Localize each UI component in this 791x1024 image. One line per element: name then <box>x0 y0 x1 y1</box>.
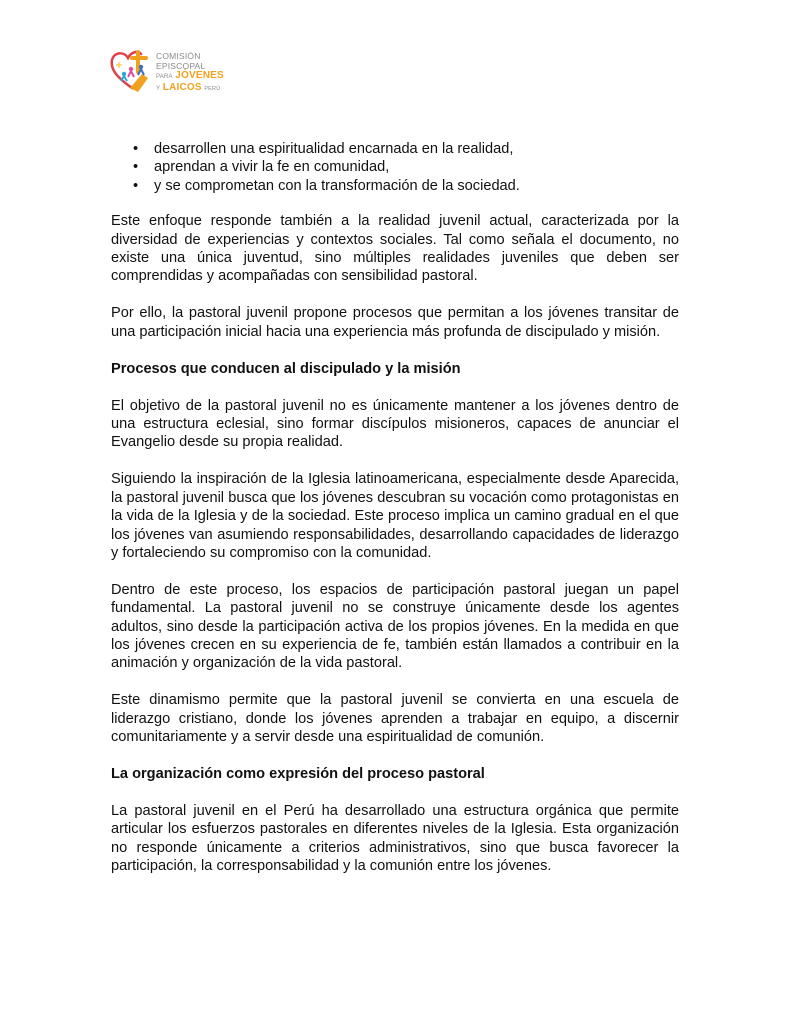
paragraph-aparecida: Siguiendo la inspiración de la Iglesia latinoamericana, especialmente desde Aparecida, la pastoral juvenil busca que los jóvenes descubran su vocación como protagonistas en la vida de la Iglesia y de la sociedad. Este proceso implica un camino gradual en el que los jóvenes van asumiendo responsabilidades, desarrollando capacidades de liderazgo y fortaleciendo su compromiso con la comunidad. <box>111 471 679 561</box>
logo-laicos: LAICOS <box>162 81 202 93</box>
logo-line-1: COMISIÓN <box>156 51 201 61</box>
paragraph-procesos: Por ello, la pastoral juvenil propone procesos que permitan a los jóvenes transitar de una participación inicial hacia una experiencia más profunda de discipulado y misión. <box>111 305 679 340</box>
logo-text <box>156 52 224 94</box>
logo <box>108 48 238 94</box>
paragraph-objetivo: El objetivo de la pastoral juvenil no es únicamente mantener a los jóvenes dentro de una estructura eclesial, sino formar discípulos misioneros, capaces de anunciar el Evangelio desde su propia realidad. <box>111 397 679 451</box>
paragraph-participacion: Dentro de este proceso, los espacios de participación pastoral juegan un papel fundamental. La pastoral juvenil no se construye únicamente desde los agentes adultos, sino desde la participación activa de los propios jóvenes. En la medida en que los jóvenes crecen en su experiencia de fe, también están llamados a contribuir en la animación y organización de la vida pastoral. <box>111 581 679 672</box>
list-item-text: desarrollen una espiritualidad encarnada en la realidad, <box>154 141 514 157</box>
logo-peru: PERÚ <box>204 85 221 92</box>
paragraph-realidad-juvenil: Este enfoque responde también a la realidad juvenil actual, caracterizada por la diversidad de experiencias y contextos sociales. Tal como señala el documento, no existe una única juventud, sino múltiples realidades juveniles que deben ser comprendidas y acompañadas con sensibilidad pastoral. <box>111 213 679 285</box>
logo-para: PARA <box>156 74 173 80</box>
bullet-list <box>111 140 679 195</box>
list-item-text: y se comprometan con la transformación de la sociedad. <box>154 177 520 194</box>
paragraph-liderazgo: Este dinamismo permite que la pastoral juvenil se convierta en una escuela de liderazgo cristiano, donde los jóvenes aprenden a trabajar en equipo, a discernir comunitariamente y a servir desde una espiritualidad de comunión. <box>111 692 679 746</box>
logo-line-4 <box>156 83 224 95</box>
section-heading-organizacion: La organización como expresión del proceso pastoral <box>111 766 485 783</box>
logo-line-2: EPISCOPAL <box>156 60 206 71</box>
list-item-text: aprendan a vivir la fe en comunidad, <box>154 159 390 176</box>
bullet-icon: • <box>133 141 139 157</box>
paragraph-estructura: La pastoral juvenil en el Perú ha desarrollado una estructura orgánica que permite articular los esfuerzos pastorales en diferentes niveles de la Iglesia. Esta organización no responde únicamente a criterios administrativos, sino que busca favorecer la participación, la corresponsabilidad y la comunión entre los jóvenes. <box>111 802 679 875</box>
list-item <box>111 158 679 176</box>
logo-jovenes: JÓVENES <box>175 70 224 81</box>
bullet-icon: • <box>133 177 139 194</box>
section-heading-discipulado: Procesos que conducen al discipulado y la misión <box>111 360 461 377</box>
document-body <box>111 140 679 894</box>
list-item <box>111 177 679 195</box>
bullet-icon: • <box>133 159 139 176</box>
logo-emblem-icon <box>108 48 156 94</box>
list-item <box>111 140 679 158</box>
logo-y: Y <box>156 85 161 92</box>
